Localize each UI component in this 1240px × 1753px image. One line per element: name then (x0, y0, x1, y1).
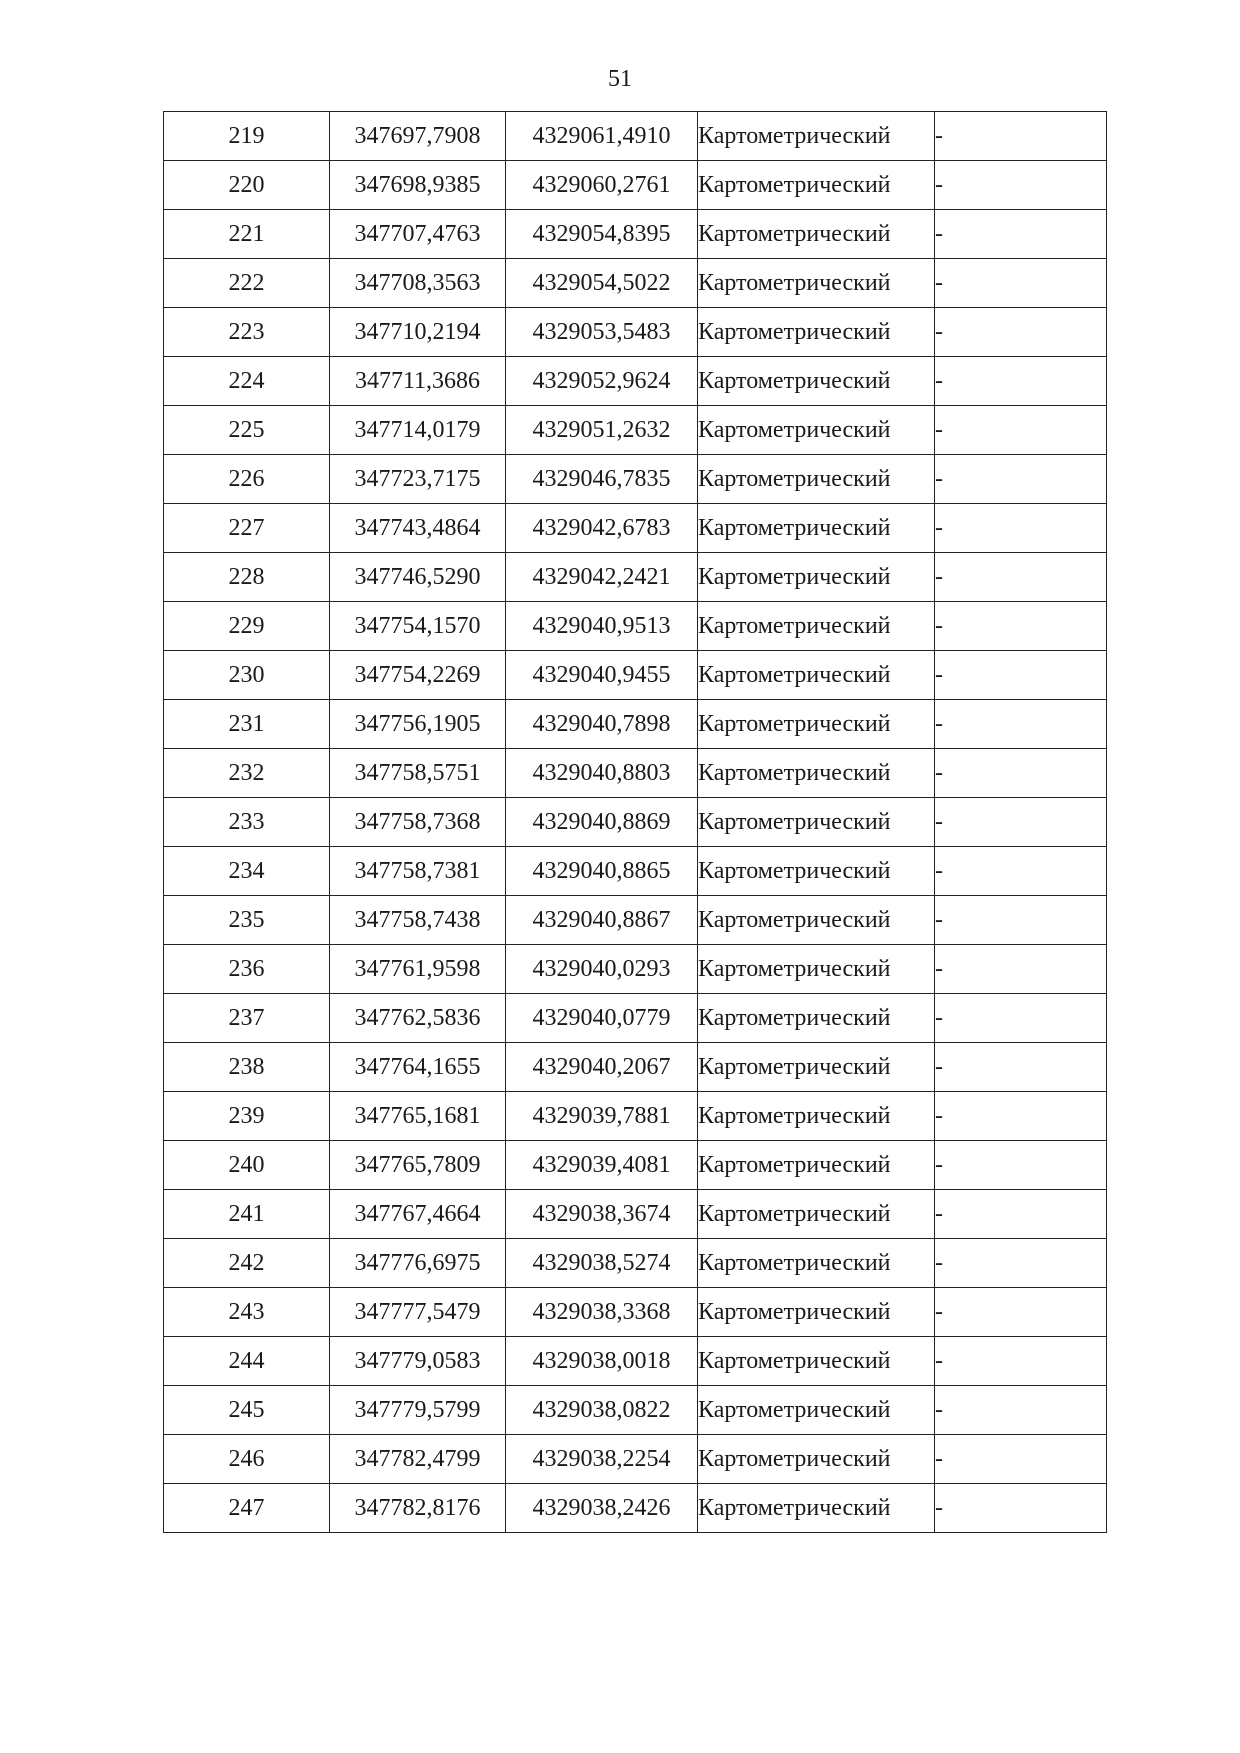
method-cell: Картометрический (698, 112, 935, 161)
method-cell: Картометрический (698, 945, 935, 994)
method-cell: Картометрический (698, 308, 935, 357)
y-coordinate-cell: 4329038,3368 (506, 1288, 698, 1337)
x-coordinate-cell: 347758,7381 (330, 847, 506, 896)
table-row (164, 798, 1107, 847)
method-cell: Картометрический (698, 1288, 935, 1337)
point-number-cell: 221 (164, 210, 330, 259)
x-coordinate-cell: 347758,7368 (330, 798, 506, 847)
table-row (164, 308, 1107, 357)
table-row (164, 1435, 1107, 1484)
note-cell: - (935, 1386, 1107, 1435)
note-cell: - (935, 357, 1107, 406)
table-row (164, 1386, 1107, 1435)
table-row (164, 1043, 1107, 1092)
point-number-cell: 220 (164, 161, 330, 210)
y-coordinate-cell: 4329038,0822 (506, 1386, 698, 1435)
x-coordinate-cell: 347756,1905 (330, 700, 506, 749)
note-cell: - (935, 749, 1107, 798)
point-number-cell: 230 (164, 651, 330, 700)
point-number-cell: 235 (164, 896, 330, 945)
table-row (164, 602, 1107, 651)
y-coordinate-cell: 4329061,4910 (506, 112, 698, 161)
point-number-cell: 244 (164, 1337, 330, 1386)
x-coordinate-cell: 347758,5751 (330, 749, 506, 798)
note-cell: - (935, 1484, 1107, 1533)
y-coordinate-cell: 4329040,8869 (506, 798, 698, 847)
method-cell: Картометрический (698, 1043, 935, 1092)
table-row (164, 651, 1107, 700)
method-cell: Картометрический (698, 847, 935, 896)
x-coordinate-cell: 347782,8176 (330, 1484, 506, 1533)
method-cell: Картометрический (698, 1190, 935, 1239)
method-cell: Картометрический (698, 1484, 935, 1533)
y-coordinate-cell: 4329040,8865 (506, 847, 698, 896)
note-cell: - (935, 504, 1107, 553)
point-number-cell: 222 (164, 259, 330, 308)
y-coordinate-cell: 4329038,0018 (506, 1337, 698, 1386)
x-coordinate-cell: 347711,3686 (330, 357, 506, 406)
note-cell: - (935, 602, 1107, 651)
x-coordinate-cell: 347779,0583 (330, 1337, 506, 1386)
x-coordinate-cell: 347697,7908 (330, 112, 506, 161)
page-number: 51 (608, 66, 632, 92)
y-coordinate-cell: 4329042,2421 (506, 553, 698, 602)
y-coordinate-cell: 4329054,5022 (506, 259, 698, 308)
point-number-cell: 239 (164, 1092, 330, 1141)
y-coordinate-cell: 4329040,9513 (506, 602, 698, 651)
method-cell: Картометрический (698, 602, 935, 651)
table-row (164, 1092, 1107, 1141)
note-cell: - (935, 994, 1107, 1043)
y-coordinate-cell: 4329038,3674 (506, 1190, 698, 1239)
point-number-cell: 228 (164, 553, 330, 602)
x-coordinate-cell: 347767,4664 (330, 1190, 506, 1239)
note-cell: - (935, 1435, 1107, 1484)
x-coordinate-cell: 347754,1570 (330, 602, 506, 651)
x-coordinate-cell: 347707,4763 (330, 210, 506, 259)
table-row (164, 553, 1107, 602)
y-coordinate-cell: 4329052,9624 (506, 357, 698, 406)
point-number-cell: 226 (164, 455, 330, 504)
table-row (164, 210, 1107, 259)
method-cell: Картометрический (698, 161, 935, 210)
method-cell: Картометрический (698, 651, 935, 700)
point-number-cell: 219 (164, 112, 330, 161)
note-cell: - (935, 1288, 1107, 1337)
x-coordinate-cell: 347754,2269 (330, 651, 506, 700)
table-row (164, 945, 1107, 994)
point-number-cell: 229 (164, 602, 330, 651)
point-number-cell: 243 (164, 1288, 330, 1337)
note-cell: - (935, 798, 1107, 847)
note-cell: - (935, 1141, 1107, 1190)
method-cell: Картометрический (698, 798, 935, 847)
method-cell: Картометрический (698, 504, 935, 553)
table-row (164, 161, 1107, 210)
point-number-cell: 241 (164, 1190, 330, 1239)
x-coordinate-cell: 347714,0179 (330, 406, 506, 455)
coordinates-table (163, 111, 1107, 1533)
point-number-cell: 245 (164, 1386, 330, 1435)
point-number-cell: 240 (164, 1141, 330, 1190)
note-cell: - (935, 112, 1107, 161)
note-cell: - (935, 847, 1107, 896)
point-number-cell: 247 (164, 1484, 330, 1533)
note-cell: - (935, 1043, 1107, 1092)
point-number-cell: 227 (164, 504, 330, 553)
coordinates-table-body (164, 112, 1107, 1533)
x-coordinate-cell: 347746,5290 (330, 553, 506, 602)
note-cell: - (935, 945, 1107, 994)
note-cell: - (935, 1092, 1107, 1141)
y-coordinate-cell: 4329040,8867 (506, 896, 698, 945)
y-coordinate-cell: 4329040,8803 (506, 749, 698, 798)
table-row (164, 847, 1107, 896)
x-coordinate-cell: 347708,3563 (330, 259, 506, 308)
x-coordinate-cell: 347761,9598 (330, 945, 506, 994)
y-coordinate-cell: 4329040,2067 (506, 1043, 698, 1092)
table-row (164, 1288, 1107, 1337)
note-cell: - (935, 1337, 1107, 1386)
table-row (164, 357, 1107, 406)
table-row (164, 994, 1107, 1043)
x-coordinate-cell: 347710,2194 (330, 308, 506, 357)
method-cell: Картометрический (698, 896, 935, 945)
y-coordinate-cell: 4329040,9455 (506, 651, 698, 700)
y-coordinate-cell: 4329038,5274 (506, 1239, 698, 1288)
y-coordinate-cell: 4329040,7898 (506, 700, 698, 749)
x-coordinate-cell: 347779,5799 (330, 1386, 506, 1435)
note-cell: - (935, 308, 1107, 357)
y-coordinate-cell: 4329039,7881 (506, 1092, 698, 1141)
method-cell: Картометрический (698, 749, 935, 798)
x-coordinate-cell: 347758,7438 (330, 896, 506, 945)
note-cell: - (935, 553, 1107, 602)
method-cell: Картометрический (698, 1337, 935, 1386)
y-coordinate-cell: 4329054,8395 (506, 210, 698, 259)
y-coordinate-cell: 4329046,7835 (506, 455, 698, 504)
point-number-cell: 246 (164, 1435, 330, 1484)
table-row (164, 259, 1107, 308)
point-number-cell: 236 (164, 945, 330, 994)
table-row (164, 406, 1107, 455)
x-coordinate-cell: 347776,6975 (330, 1239, 506, 1288)
x-coordinate-cell: 347723,7175 (330, 455, 506, 504)
point-number-cell: 238 (164, 1043, 330, 1092)
point-number-cell: 232 (164, 749, 330, 798)
y-coordinate-cell: 4329038,2426 (506, 1484, 698, 1533)
note-cell: - (935, 700, 1107, 749)
method-cell: Картометрический (698, 406, 935, 455)
table-row (164, 1484, 1107, 1533)
method-cell: Картометрический (698, 1141, 935, 1190)
y-coordinate-cell: 4329039,4081 (506, 1141, 698, 1190)
note-cell: - (935, 259, 1107, 308)
y-coordinate-cell: 4329040,0293 (506, 945, 698, 994)
point-number-cell: 223 (164, 308, 330, 357)
x-coordinate-cell: 347765,1681 (330, 1092, 506, 1141)
y-coordinate-cell: 4329051,2632 (506, 406, 698, 455)
table-row (164, 455, 1107, 504)
note-cell: - (935, 651, 1107, 700)
x-coordinate-cell: 347777,5479 (330, 1288, 506, 1337)
y-coordinate-cell: 4329042,6783 (506, 504, 698, 553)
method-cell: Картометрический (698, 357, 935, 406)
table-row (164, 1141, 1107, 1190)
table-row (164, 504, 1107, 553)
point-number-cell: 233 (164, 798, 330, 847)
y-coordinate-cell: 4329060,2761 (506, 161, 698, 210)
point-number-cell: 234 (164, 847, 330, 896)
point-number-cell: 224 (164, 357, 330, 406)
table-row (164, 1337, 1107, 1386)
y-coordinate-cell: 4329038,2254 (506, 1435, 698, 1484)
table-row (164, 1239, 1107, 1288)
method-cell: Картометрический (698, 700, 935, 749)
method-cell: Картометрический (698, 259, 935, 308)
table-row (164, 1190, 1107, 1239)
note-cell: - (935, 896, 1107, 945)
x-coordinate-cell: 347765,7809 (330, 1141, 506, 1190)
x-coordinate-cell: 347764,1655 (330, 1043, 506, 1092)
point-number-cell: 231 (164, 700, 330, 749)
table-row (164, 112, 1107, 161)
method-cell: Картометрический (698, 1435, 935, 1484)
y-coordinate-cell: 4329040,0779 (506, 994, 698, 1043)
x-coordinate-cell: 347762,5836 (330, 994, 506, 1043)
note-cell: - (935, 1190, 1107, 1239)
table-row (164, 749, 1107, 798)
x-coordinate-cell: 347782,4799 (330, 1435, 506, 1484)
note-cell: - (935, 161, 1107, 210)
y-coordinate-cell: 4329053,5483 (506, 308, 698, 357)
note-cell: - (935, 406, 1107, 455)
table-row (164, 896, 1107, 945)
note-cell: - (935, 1239, 1107, 1288)
method-cell: Картометрический (698, 994, 935, 1043)
point-number-cell: 242 (164, 1239, 330, 1288)
note-cell: - (935, 210, 1107, 259)
x-coordinate-cell: 347698,9385 (330, 161, 506, 210)
method-cell: Картометрический (698, 455, 935, 504)
point-number-cell: 237 (164, 994, 330, 1043)
table-row (164, 700, 1107, 749)
note-cell: - (935, 455, 1107, 504)
method-cell: Картометрический (698, 1386, 935, 1435)
method-cell: Картометрический (698, 210, 935, 259)
method-cell: Картометрический (698, 1239, 935, 1288)
method-cell: Картометрический (698, 1092, 935, 1141)
method-cell: Картометрический (698, 553, 935, 602)
x-coordinate-cell: 347743,4864 (330, 504, 506, 553)
point-number-cell: 225 (164, 406, 330, 455)
